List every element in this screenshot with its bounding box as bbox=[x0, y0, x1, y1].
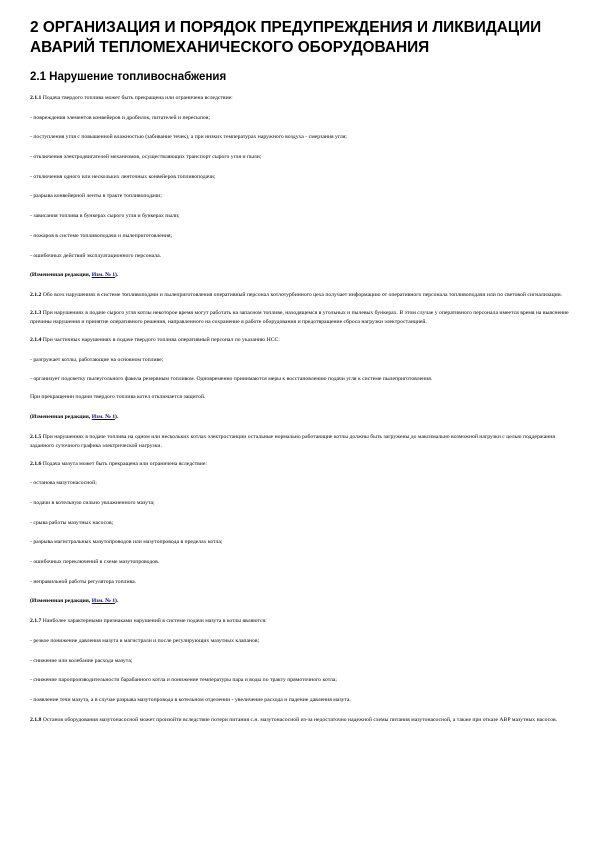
paragraph-text: - срыва работы мазутных насосов; bbox=[30, 519, 114, 526]
revision-note-tail: ). bbox=[115, 598, 119, 605]
paragraph-text: - поступления угля с повышенной влажностью (забивание течек), а при низких температурах наружного воздуха - смерзания угля; bbox=[30, 134, 347, 141]
paragraph bbox=[30, 192, 570, 201]
clause-number: 2.1.7 bbox=[30, 618, 42, 625]
revision-note: (Измененная редакция, bbox=[30, 272, 92, 279]
paragraph bbox=[30, 499, 570, 508]
document-title: 2 ОРГАНИЗАЦИЯ И ПОРЯДОК ПРЕДУПРЕЖДЕНИЯ И ЛИКВИДАЦИИ АВАРИЙ ТЕПЛОМЕХАНИЧЕСКОГО ОБОРУДОВАНИЯ bbox=[30, 19, 542, 56]
paragraph-text: - организует подсветку пылеугольного факела резервным топливом. Одновременно принимаются меры к восстановлению подачи угля к системе пылеприготовления. bbox=[30, 376, 433, 383]
paragraph bbox=[30, 212, 570, 221]
paragraph bbox=[30, 173, 570, 182]
paragraph-text: - резкое понижение давления мазута в магистрали и после регулирующих мазутных клапанов; bbox=[30, 637, 260, 644]
paragraph-text: - неправильной работы регулятора топлива. bbox=[30, 578, 137, 585]
clause-number: 2.1.8 bbox=[30, 716, 42, 723]
section-heading: 2.1 Нарушение топливоснабжения bbox=[30, 71, 227, 83]
clause-number: 2.1.4 bbox=[30, 336, 42, 343]
paragraph-text: При нарушениях в подаче сырого угля котлы некоторое время могут работать на запасном топливе, находящемся в угольных и пылевых бункерах. В этом случае у оперативного персонала имеется время на выяснение причины нарушения и принятие оперативного решения, направленного на сохранение в работе оборудования и предотвращение сброса нагрузки электростанцией. bbox=[30, 309, 569, 325]
paragraph bbox=[30, 597, 570, 606]
paragraph bbox=[30, 336, 570, 345]
clause-number: 2.1.2 bbox=[30, 291, 42, 298]
document-page bbox=[30, 18, 570, 734]
amendment-link[interactable]: Изм. № 1 bbox=[91, 413, 116, 420]
paragraph bbox=[30, 393, 570, 402]
paragraph bbox=[30, 309, 570, 327]
paragraph bbox=[30, 356, 570, 365]
paragraph-text: - разгружает котлы, работающие на основном топливе; bbox=[30, 356, 164, 363]
paragraph-text: - ошибочных переключений в схеме мазутопроводов. bbox=[30, 559, 160, 566]
paragraph bbox=[30, 519, 570, 528]
paragraph-text: - появление течи мазута, а в случае разрыва мазутопровода в котельном отделении - увеличение расхода и падение давления мазута. bbox=[30, 696, 351, 703]
paragraph bbox=[30, 114, 570, 123]
paragraph bbox=[30, 558, 570, 567]
paragraph bbox=[30, 94, 570, 103]
paragraph-text: - разрыва магистральных мазутопроводов или мазутопровода в пределах котла; bbox=[30, 539, 223, 546]
paragraph bbox=[30, 617, 570, 626]
paragraph bbox=[30, 578, 570, 587]
paragraph-text: Подача мазута может быть прекращена или ограничена вследствие: bbox=[41, 460, 207, 467]
paragraph bbox=[30, 676, 570, 685]
paragraph bbox=[30, 232, 570, 241]
paragraph-list bbox=[30, 94, 570, 725]
revision-note: (Измененная редакция, bbox=[30, 413, 92, 420]
paragraph bbox=[30, 716, 570, 725]
paragraph-text: - останова мазутонасосной; bbox=[30, 480, 97, 487]
paragraph bbox=[30, 696, 570, 705]
clause-number: 2.1.1 bbox=[30, 95, 42, 101]
paragraph bbox=[30, 271, 570, 280]
clause-number: 2.1.3 bbox=[30, 309, 42, 316]
paragraph-text: - зависания топлива в бункерах сырого угля и бункерах пыли; bbox=[30, 213, 180, 220]
paragraph-text: - отключения одного или нескольких ленточных конвейеров топливоподачи; bbox=[30, 173, 216, 180]
paragraph-text: Подача твердого топлива может быть прекращена или ограничена вследствие: bbox=[41, 95, 233, 101]
paragraph-text: Наиболее характерными признаками нарушений в системе подачи мазута в котлы являются: bbox=[41, 618, 267, 625]
paragraph-text: - пожаров в системе топливоподачи и пылеприготовления; bbox=[30, 232, 173, 239]
paragraph bbox=[30, 657, 570, 666]
paragraph bbox=[30, 133, 570, 142]
paragraph-text: Обо всех нарушениях в системе топливоподачи и пылеприготовления оперативный персонал котлотурбинного цеха получает информацию от оперативного персонала топливоподачи или по световой сигнализации. bbox=[41, 291, 563, 298]
clause-number: 2.1.6 bbox=[30, 460, 42, 467]
paragraph-text: При нарушениях в подаче топлива на одном или нескольких котлах электростанции остальные нормально работающие котлы должны быть загружены до максимально возможной нагрузки с целью поддержания заданного суточного графика электрической нагрузки. bbox=[30, 433, 555, 449]
revision-note-tail: ). bbox=[115, 413, 119, 420]
paragraph bbox=[30, 252, 570, 261]
paragraph-text: - ошибочных действий эксплуатационного персонала. bbox=[30, 252, 162, 259]
paragraph-text: - разрыва конвейерной ленты в тракте топливоподачи; bbox=[30, 193, 162, 200]
paragraph bbox=[30, 479, 570, 488]
amendment-link[interactable]: Изм. № 1 bbox=[91, 598, 116, 605]
amendment-link[interactable]: Изм. № 1 bbox=[91, 272, 116, 279]
revision-note: (Измененная редакция, bbox=[30, 598, 92, 605]
paragraph bbox=[30, 153, 570, 162]
paragraph bbox=[30, 433, 570, 451]
revision-note-tail: ). bbox=[115, 272, 119, 279]
paragraph-text: - повреждения элементов конвейеров и дробилок, питателей и пересыпов; bbox=[30, 114, 211, 121]
paragraph bbox=[30, 291, 570, 300]
paragraph-text: - снижение или колебание расхода мазута; bbox=[30, 657, 133, 664]
paragraph-text: Останов оборудования мазутонасосной может произойти вследствие потери питания с.н. мазутонасосной из-за недостаточно надежной схемы питания мазутонасосной, а также при отказе АВР мазутных насосов. bbox=[41, 716, 558, 723]
paragraph bbox=[30, 375, 570, 384]
paragraph bbox=[30, 413, 570, 422]
paragraph-text: При прекращении подачи твердого топлива котел отключается защитой. bbox=[30, 394, 206, 401]
paragraph-text: - снижение паропроизводительности барабанного котла и понижение температуры пара и воды по тракту прямоточного котла; bbox=[30, 677, 337, 684]
clause-number: 2.1.5 bbox=[30, 433, 42, 440]
paragraph-text: - отключения электродвигателей механизмов, осуществляющих транспорт сырого угля и пыли; bbox=[30, 154, 262, 161]
paragraph bbox=[30, 538, 570, 547]
paragraph-text: При частичных нарушениях в подаче твердого топлива оперативный персонал по указанию НСС: bbox=[41, 336, 280, 343]
paragraph bbox=[30, 460, 570, 469]
paragraph bbox=[30, 637, 570, 646]
paragraph-text: - подачи в котельную сильно увлажненного мазута; bbox=[30, 500, 155, 506]
